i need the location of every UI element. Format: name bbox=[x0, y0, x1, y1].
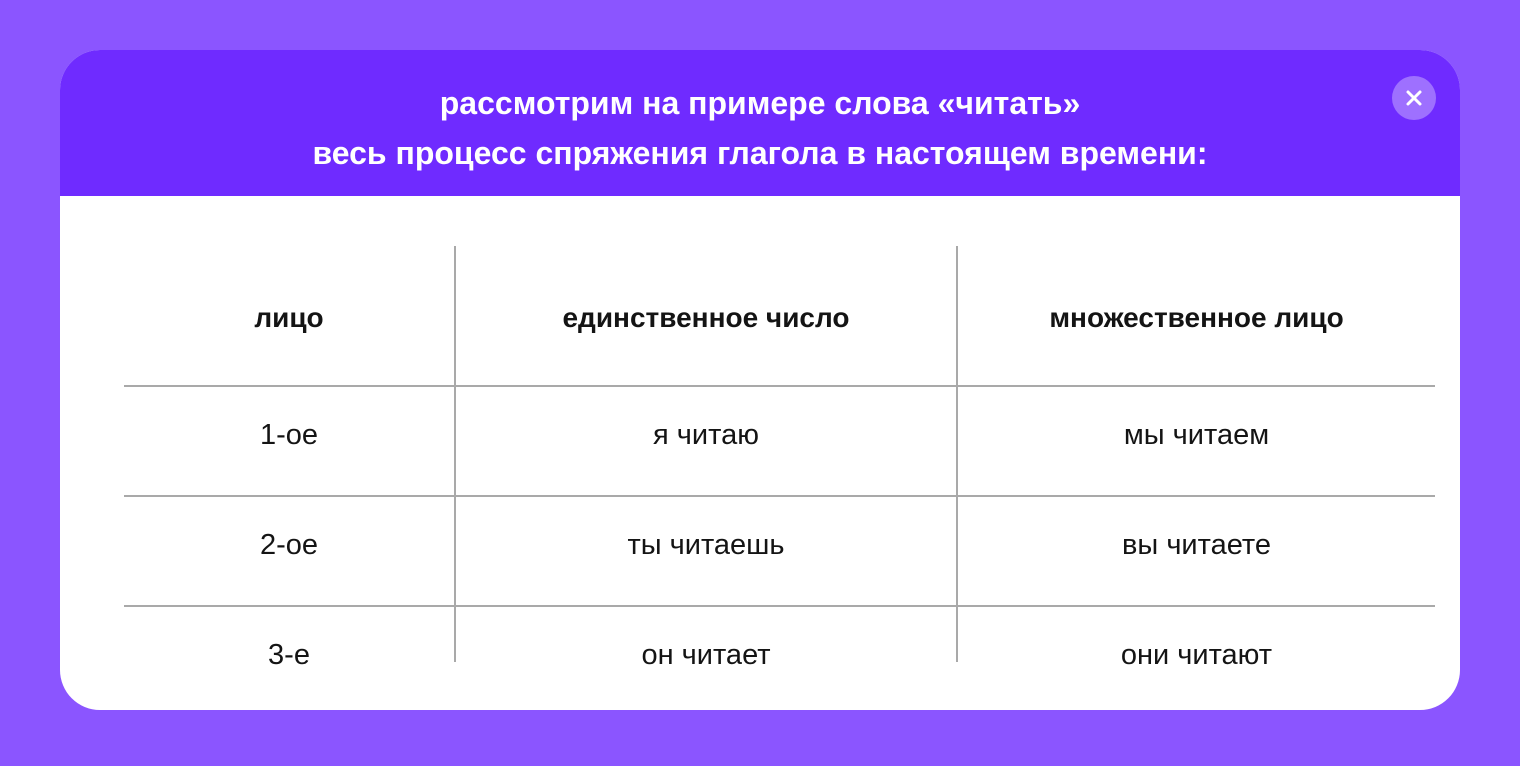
dialog-title-line-2: весь процесс спряжения глагола в настоящем времени: bbox=[312, 135, 1208, 171]
dialog-title-line-1: рассмотрим на примере слова «читать» bbox=[439, 85, 1081, 121]
table-cell: ты читаешь bbox=[627, 529, 785, 561]
table-cell: 1-ое bbox=[259, 419, 319, 451]
header-person: лицо bbox=[254, 302, 324, 333]
table-cell: вы читаете bbox=[1122, 529, 1271, 561]
dialog-title bbox=[60, 78, 1460, 178]
row-divider bbox=[124, 605, 1435, 607]
close-button[interactable] bbox=[1392, 76, 1436, 120]
table-cell: они читают bbox=[1120, 639, 1273, 671]
table-cell: 2-ое bbox=[259, 529, 319, 561]
row-divider bbox=[124, 495, 1435, 497]
table-cell: я читаю bbox=[653, 419, 759, 451]
table-cell: мы читаем bbox=[1123, 419, 1270, 451]
header-plural: множественное лицо bbox=[1049, 302, 1344, 333]
conjugation-table bbox=[124, 246, 1435, 671]
table-cell: 3-е bbox=[268, 639, 310, 671]
table-cell: он читает bbox=[641, 639, 771, 671]
dialog-card bbox=[60, 50, 1460, 710]
dialog-header bbox=[60, 50, 1460, 196]
header-singular: единственное число bbox=[562, 302, 850, 333]
close-icon bbox=[1404, 88, 1424, 108]
row-divider bbox=[124, 385, 1435, 387]
